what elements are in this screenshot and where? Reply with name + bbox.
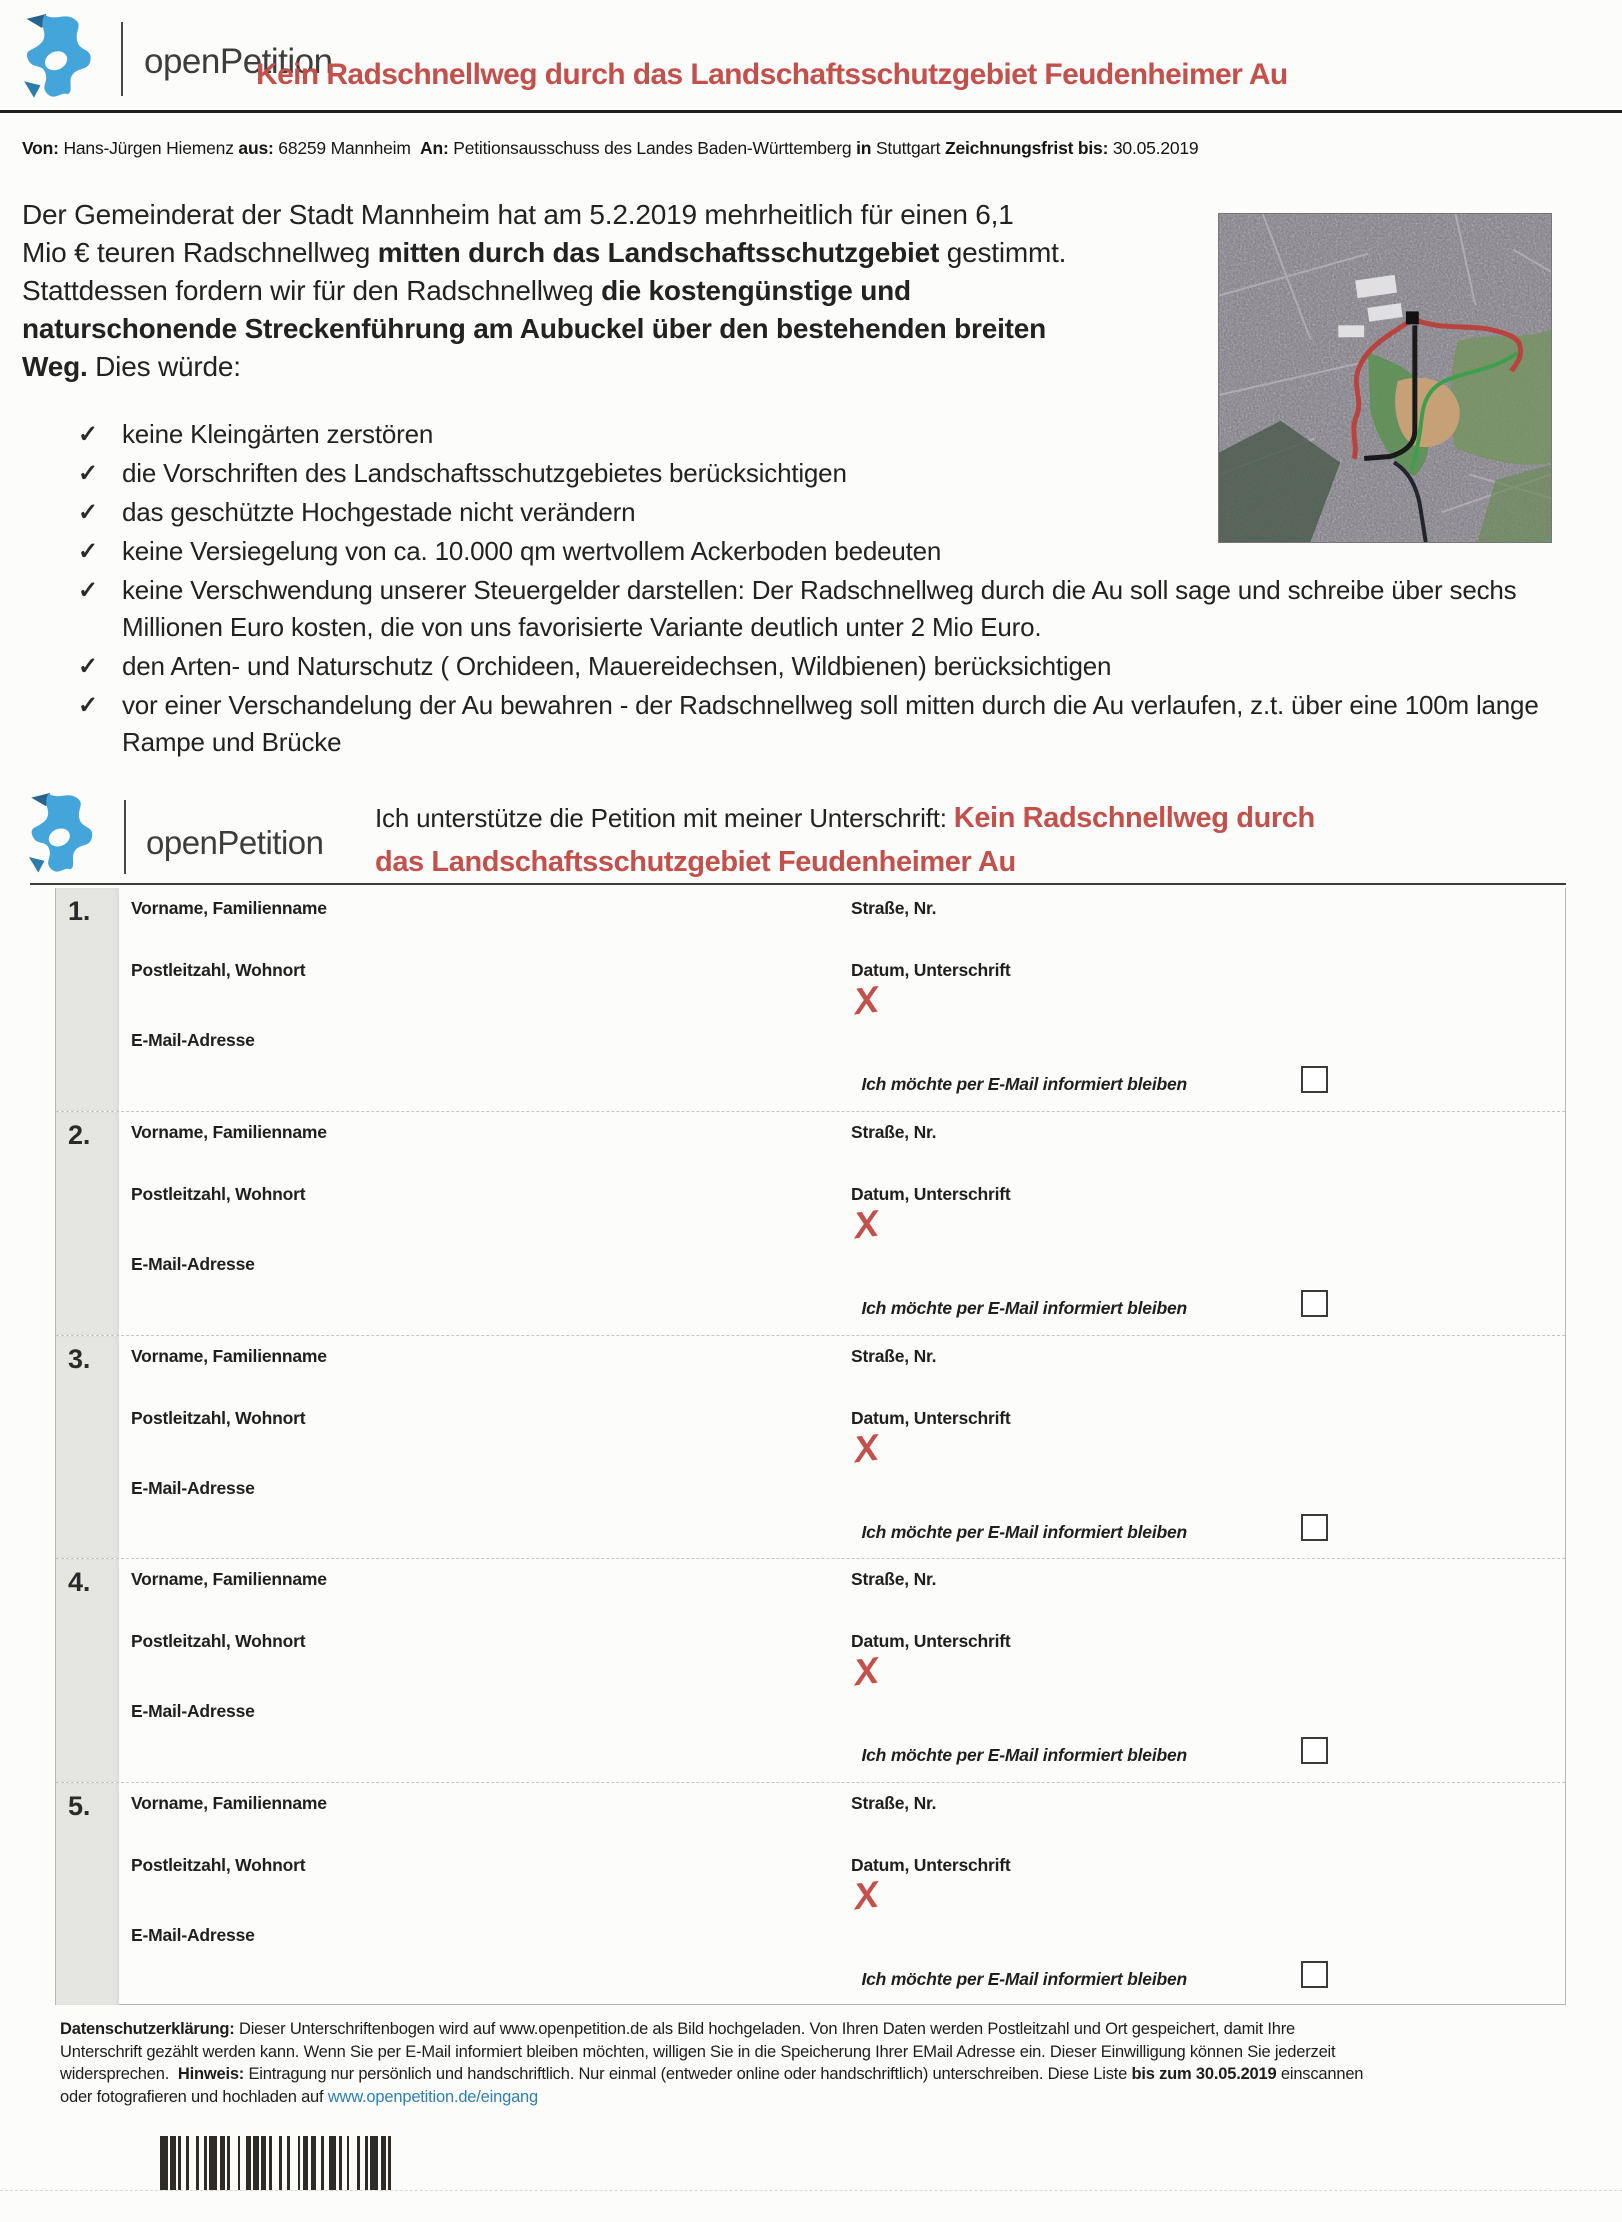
header-rule (0, 110, 1622, 113)
route-start-marker (1406, 311, 1419, 324)
list-item-text: das geschützte Hochgestade nicht verändern (122, 497, 636, 527)
field-label-email: E-Mail-Adresse (131, 1030, 255, 1050)
field-label-name: Vorname, Familienname (131, 1122, 327, 1143)
brand-wordmark: openPetition (146, 824, 324, 861)
email-optin-label: Ich möchte per E-Mail informiert bleiben (861, 1745, 1187, 1766)
row-number-column (56, 1336, 119, 1558)
support-prefix: Ich unterstütze die Petition mit meiner Unterschrift: (375, 803, 954, 833)
field-label-street: Straße, Nr. (851, 1792, 937, 1813)
email-optin-label: Ich möchte per E-Mail informiert bleiben (861, 1074, 1187, 1094)
support-title-line1: Kein Radschnellweg durch (953, 802, 1315, 834)
checkmark-icon: ✓ (78, 499, 98, 526)
checkmark-icon: ✓ (78, 460, 98, 487)
list-item (60, 494, 1565, 531)
signature-row (56, 1111, 1565, 1334)
email-optin-checkbox[interactable] (1301, 1066, 1328, 1093)
list-item-text: vor einer Verschandelung der Au bewahren - der Radschnellweg soll mitten durch die Au verlaufen, z.t. über eine 100m lange Rampe und Brücke (122, 690, 1539, 757)
petition-title: Kein Radschnellweg durch das Landschaftsschutzgebiet Feudenheimer Au (256, 58, 1288, 91)
list-item-text: keine Verschwendung unserer Steuergelder darstellen: Der Radschnellweg durch die Au soll sage und schreibe über sechs Millionen Euro kosten, die von uns favorisierte Variante deutlich unter 2 Mio Euro. (122, 575, 1517, 642)
checkmark-icon: ✓ (78, 653, 98, 680)
checkmark-icon: ✓ (78, 538, 98, 565)
field-label-street: Straße, Nr. (851, 1345, 937, 1366)
signature-table (55, 888, 1566, 2005)
field-label-date-signature: Datum, Unterschrift (851, 1631, 1011, 1652)
field-label-plz-city: Postleitzahl, Wohnort (131, 1184, 306, 1205)
field-label-email: E-Mail-Adresse (131, 1254, 255, 1275)
openpetition-logo-icon (20, 14, 102, 102)
email-optin-checkbox[interactable] (1301, 1514, 1328, 1541)
header-divider (124, 800, 126, 874)
field-label-name: Vorname, Familienname (131, 1792, 327, 1813)
list-item-text: die Vorschriften des Landschaftsschutzgebietes berücksichtigen (122, 458, 847, 488)
checkmark-icon: ✓ (78, 421, 98, 448)
barcode (160, 2136, 391, 2190)
field-label-date-signature: Datum, Unterschrift (851, 1407, 1011, 1428)
row-number-column (56, 1112, 119, 1334)
list-item (60, 572, 1565, 646)
signature-x-mark: X (851, 978, 881, 1023)
signature-x-mark: X (851, 1426, 881, 1471)
signature-row (56, 1335, 1565, 1558)
row-number-column (56, 1783, 119, 2005)
field-label-date-signature: Datum, Unterschrift (851, 1854, 1011, 1875)
field-label-plz-city: Postleitzahl, Wohnort (131, 1854, 306, 1875)
signature-row (56, 1782, 1565, 2005)
field-label-email: E-Mail-Adresse (131, 1701, 255, 1722)
email-optin-label: Ich möchte per E-Mail informiert bleiben (861, 1521, 1187, 1542)
list-item (60, 455, 1565, 492)
field-label-street: Straße, Nr. (851, 1569, 937, 1590)
email-optin-label: Ich möchte per E-Mail informiert bleiben (861, 1298, 1187, 1319)
field-label-email: E-Mail-Adresse (131, 1477, 255, 1498)
header-divider (121, 22, 123, 96)
field-label-plz-city: Postleitzahl, Wohnort (131, 960, 306, 980)
list-item (60, 648, 1565, 685)
field-label-date-signature: Datum, Unterschrift (851, 1184, 1011, 1205)
field-label-street: Straße, Nr. (851, 898, 937, 918)
support-title-line2: das Landschaftsschutzgebiet Feudenheimer Au (375, 846, 1016, 878)
list-item (60, 416, 1565, 453)
field-label-street: Straße, Nr. (851, 1122, 937, 1143)
signature-x-mark: X (851, 1203, 881, 1247)
list-item (60, 533, 1565, 570)
signature-x-mark: X (851, 1649, 881, 1694)
checkmark-icon: ✓ (78, 692, 98, 719)
email-optin-checkbox[interactable] (1301, 1290, 1328, 1317)
support-statement (375, 796, 1585, 884)
petition-intro-text: Der Gemeinderat der Stadt Mannheim hat am 5.2.2019 mehrheitlich für einen 6,1 Mio € teuren Radschnellweg mitten durch das Landschaftsschutzgebiet gestimmt. Stattdessen fordern wir für den Radschnellweg die kostengünstige und naturschonende Streckenführung am Aubuckel über den bestehenden breiten Weg. Dies würde: (22, 199, 1067, 382)
field-label-name: Vorname, Familienname (131, 1345, 327, 1366)
row-number: 3. (68, 1343, 91, 1374)
email-optin-checkbox[interactable] (1301, 1961, 1328, 1988)
brand-wordmark: openPetition (144, 42, 333, 81)
field-label-name: Vorname, Familienname (131, 898, 327, 918)
field-label-plz-city: Postleitzahl, Wohnort (131, 1631, 306, 1652)
email-optin-checkbox[interactable] (1301, 1737, 1328, 1764)
field-label-date-signature: Datum, Unterschrift (851, 960, 1011, 980)
row-number: 4. (68, 1567, 91, 1598)
privacy-statement: Datenschutzerklärung: Dieser Unterschriftenbogen wird auf www.openpetition.de als Bild hochgeladen. Von Ihren Daten werden Postleitzahl und Ort gespeichert, damit Ihre Unterschrift gezählt werden kann. Wenn Sie per E-Mail informiert bleiben möchten, willigen Sie in die Speicherung Ihrer EMail Adresse ein. Dieser Einwilligung können Sie jederzeit widersprechen. Hinweis: Eintragung nur persönlich und handschriftlich. Nur einmal (entweder online oder handschriftlich) unterschreiben. Diese Liste bis zum 30.05.2019 einscannen oder fotografieren und hochladen auf www.openpetition.de/eingang (60, 2020, 1364, 2106)
signature-row (56, 888, 1565, 1111)
email-optin-label: Ich möchte per E-Mail informiert bleiben (861, 1968, 1187, 1989)
list-item (60, 687, 1565, 761)
list-item-text: den Arten- und Naturschutz ( Orchideen, Mauereidechsen, Wildbienen) berücksichtigen (122, 651, 1112, 681)
row-number-column (56, 1559, 119, 1781)
list-item-text: keine Versiegelung von ca. 10.000 qm wertvollem Ackerboden bedeuten (122, 536, 942, 566)
row-number: 5. (68, 1790, 91, 1821)
table-top-rule (30, 883, 1566, 885)
field-label-name: Vorname, Familienname (131, 1569, 327, 1590)
field-label-email: E-Mail-Adresse (131, 1924, 255, 1945)
signature-row (56, 1558, 1565, 1781)
signature-x-mark: X (851, 1873, 881, 1917)
field-label-plz-city: Postleitzahl, Wohnort (131, 1407, 306, 1428)
sheet-bottom-edge (0, 2190, 1622, 2191)
checkmark-icon: ✓ (78, 577, 98, 604)
row-number: 2. (68, 1120, 91, 1151)
petition-meta-line: Von: Hans-Jürgen Hiemenz aus: 68259 Mannheim An: Petitionsausschuss des Landes Baden-Württemberg in Stuttgart Zeichnungsfrist bis: 30.05.2019 (22, 138, 1199, 158)
openpetition-logo-icon (25, 793, 103, 879)
row-number: 1. (68, 896, 91, 926)
row-number-column (56, 888, 119, 1111)
benefits-list (60, 416, 1565, 763)
list-item-text: keine Kleingärten zerstören (122, 419, 434, 449)
